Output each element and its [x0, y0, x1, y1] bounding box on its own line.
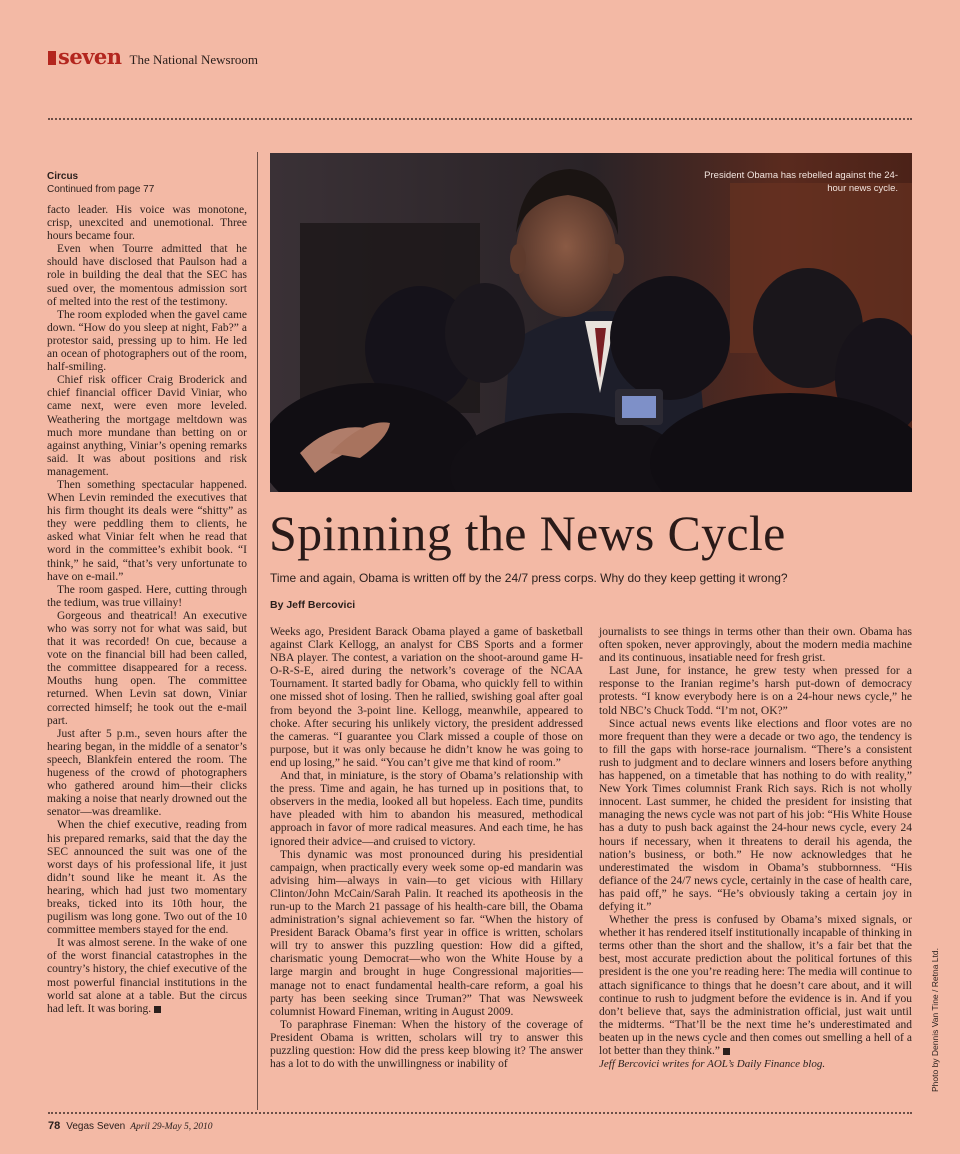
- article-photo: [270, 153, 912, 492]
- section-title: The National Newsroom: [129, 52, 259, 67]
- sidebar-paragraph: Then something spectacular happened. When Levin reminded the executives that his firm thought its deals were “shitty” as they were peddling them to clients, he asked what Viniar felt when he read that word in the committee’s exhibit book. “I think,” he said, “that’s very unfortunate to have on e-mail.”: [47, 478, 247, 583]
- sidebar-paragraph: Just after 5 p.m., seven hours after the hearing began, in the middle of a senator’s speech, Blankfein entered the room. The hugeness of the crowd of photographers who gathered around him—their clicks making a noise that nearly drowned out the senator—was dreamlike.: [47, 727, 247, 819]
- article-paragraph: Last June, for instance, he grew testy when pressed for a response to the Iranian regime’s harsh put-down of democracy protests. “I know everybody here is on a 24-hour news cycle,” he told NBC’s Chuck Todd. “I’m not, OK?”: [599, 665, 912, 717]
- article-paragraph: To paraphrase Fineman: When the history of the coverage of President Obama is written, scholars will try to answer this puzzling question: How did the press keep blowing it? The answer has a lot to do with the unwillingness or inability of: [270, 1018, 583, 1071]
- story-label: Circus: [47, 171, 79, 182]
- photo-illustration: [270, 153, 912, 492]
- byline: By Jeff Bercovici: [270, 599, 356, 611]
- article-paragraph: Weeks ago, President Barack Obama played a game of basketball against Clark Kellogg, an analyst for CBS Sports and a former NBA player. The contest, a variation on the shoot-around game H-O-R-S-E, aired during the network’s coverage of the NCAA Tournament. It started badly for Obama, who quickly fell to within one missed shot of losing. Then he rallied, swishing goal after goal from beyond the 3-point line. Kellogg, meanwhile, appeared to choke. After securing his unlikely victory, the president addressed the cameras. “I guarantee you Clark missed a couple of those on purpose, but it was only because he didn’t know he was going to end up losing,” he said. “You can’t give me that kind of room.”: [270, 626, 583, 769]
- article-paragraph: This dynamic was most pronounced during his presidential campaign, when practically every week some op-ed mandarin was advising him—always in vain—to get vicious with Hillary Clinton/John McCain/Sarah Palin. It reached its apotheosis in the run-up to the March 21 passage of his health-care bill, the Obama administration’s signal achievement so far. “When the history of President Barack Obama’s first year in office is written, scholars will try to answer this puzzling question: How did a gifted, charismatic young Democrat—who won the White House by a large margin and brought in huge Congressional majorities—manage not to enact fundamental health-care reform, a goal his party has been seeking since Truman?” That was Newsweek columnist Howard Fineman, writing in August 2009.: [270, 848, 583, 1018]
- sidebar-paragraph: facto leader. His voice was monotone, crisp, unexcited and unemotional. Three hours became four.: [47, 204, 247, 243]
- continuation-label: [47, 170, 247, 196]
- logo: seven: [58, 44, 122, 69]
- sidebar-paragraph: The room gasped. Here, cutting through the tedium, was true villainy!: [47, 583, 247, 609]
- author-tagline: Jeff Bercovici writes for AOL’s Daily Finance blog.: [599, 1058, 826, 1071]
- issue-date: April 29-May 5, 2010: [130, 1122, 213, 1132]
- masthead: [48, 44, 258, 68]
- photo-credit: Photo by Dennis Van Tine / Retna Ltd.: [930, 948, 940, 1092]
- sidebar-paragraph: Chief risk officer Craig Broderick and chief financial officer David Viniar, who came next, were even more leveled. Weathering the mortgage meltdown was much more mundane than betting on or against anything, Viniar’s opening remarks said. It was about positions and risk management.: [47, 374, 247, 478]
- end-mark-icon: [154, 1006, 161, 1013]
- top-divider: [48, 118, 912, 120]
- sidebar-paragraph: Even when Tourre admitted that he should have disclosed that Paulson had a role in building the deal that the SEC has sued over, the momentous admission sort of melted into the rest of the testimony.: [47, 243, 247, 308]
- sidebar-paragraph-last: [47, 937, 247, 1016]
- continued-from: Continued from page 77: [47, 184, 155, 195]
- article-column-2: [599, 626, 912, 1071]
- page-footer: [48, 1120, 213, 1132]
- column-rule: [257, 152, 258, 1110]
- sidebar-article: [47, 170, 247, 1016]
- end-mark-icon: [723, 1048, 730, 1055]
- sidebar-paragraph: Gorgeous and theatrical! An executive who was sorry not for what was said, but that it was recorded! On cue, because a vote on the financial bill had been called, the committee disappeared for a recess. Mouths hung open. The committee returned. When Levin sat down, Viniar corrected himself; he took out the e-mail part.: [47, 609, 247, 727]
- deck: Time and again, Obama is written off by the 24/7 press corps. Why do they keep getting it wrong?: [270, 571, 788, 585]
- bottom-divider: [48, 1112, 912, 1114]
- sidebar-paragraph: The room exploded when the gavel came down. “How do you sleep at night, Fab?” a protestor said, pressing up to him. He led an ocean of photographers out of the room, half-smiling.: [47, 308, 247, 374]
- publication-name: Vegas Seven: [66, 1121, 126, 1132]
- photo-caption: President Obama has rebelled against the 24-hour news cycle.: [704, 170, 898, 194]
- article-paragraph-last: [599, 914, 912, 1058]
- page-number: 78: [48, 1120, 61, 1132]
- article-paragraph: journalists to see things in terms other than their own. Obama has often spoken, never approvingly, about the modern media machine and its continuous, insatiable need for fresh grist.: [599, 626, 912, 665]
- sidebar-paragraph-text: It was almost serene. In the wake of one of the worst financial catastrophes in the country’s history, the chief executive of the most powerful financial institutions in the world sat alone at a table. But the circus had left. It was boring.: [47, 937, 247, 1015]
- headline: Spinning the News Cycle: [269, 505, 786, 561]
- article-paragraph: Since actual news events like elections and floor votes are no more frequent than they were a decade or two ago, the tendency is to fill the gaps with horse-race journalism. “There’s a consistent rush to judgment and to declare winners and losers before anything has happened, on a timetable that has nothing to do with reality,” New York Times columnist Frank Rich says. Rich is not wholly innocent. Last summer, he chided the president for insisting that managing the news cycle was not part of his job: “His White House has a duty to push back against the 24-hour news cycle, every 24 hours if necessary, when it threatens to derail his agenda, the nation’s business, or both.” He now acknowledges that he underestimated the wisdom in Obama’s stubbornness. “His defiance of the 24/7 news cycle, certainly in the case of health care, has paid off,” he says. “He’s obviously taking a certain joy in defying it.”: [599, 717, 912, 913]
- article-paragraph-text: Whether the press is confused by Obama’s mixed signals, or whether it has rendered itself institutionally incapable of thinking in terms other than the short and the shallow, it’s a fair bet that the best, most accurate prediction about the political fortunes of this president is the one you’re reading here: The media will continue to attach significance to things that he doesn’t care about, and it will continue to rush to judgment before the evidence is in. And if you don’t believe that, says the administration official, just wait until the midterms. “That’ll be the next time he’s underestimated and beaten up in the news cycle and then comes out smelling a hell of a lot better than they think.”: [599, 914, 912, 1057]
- article-paragraph: And that, in miniature, is the story of Obama’s relationship with the press. Time and again, he has turned up in positions that, to observers in the media, looked all but hopeless. Each time, pundits have pleaded with him to abandon his measured, methodical approach in favor of more radical measures. And each time, he has ignored their advice—and cruised to victory.: [270, 770, 583, 848]
- logo-mark: [48, 51, 56, 65]
- article-column-1: [270, 626, 583, 1071]
- sidebar-paragraph: When the chief executive, reading from his prepared remarks, said that the day the SEC announced the suit was one of the worst days of his professional life, it just didn’t sound like he meant it. As the hearing, which had just two momentary breaks, ticked into its 10th hour, the pugilism was long gone. Two out of the 10 committee members stayed for the end.: [47, 819, 247, 937]
